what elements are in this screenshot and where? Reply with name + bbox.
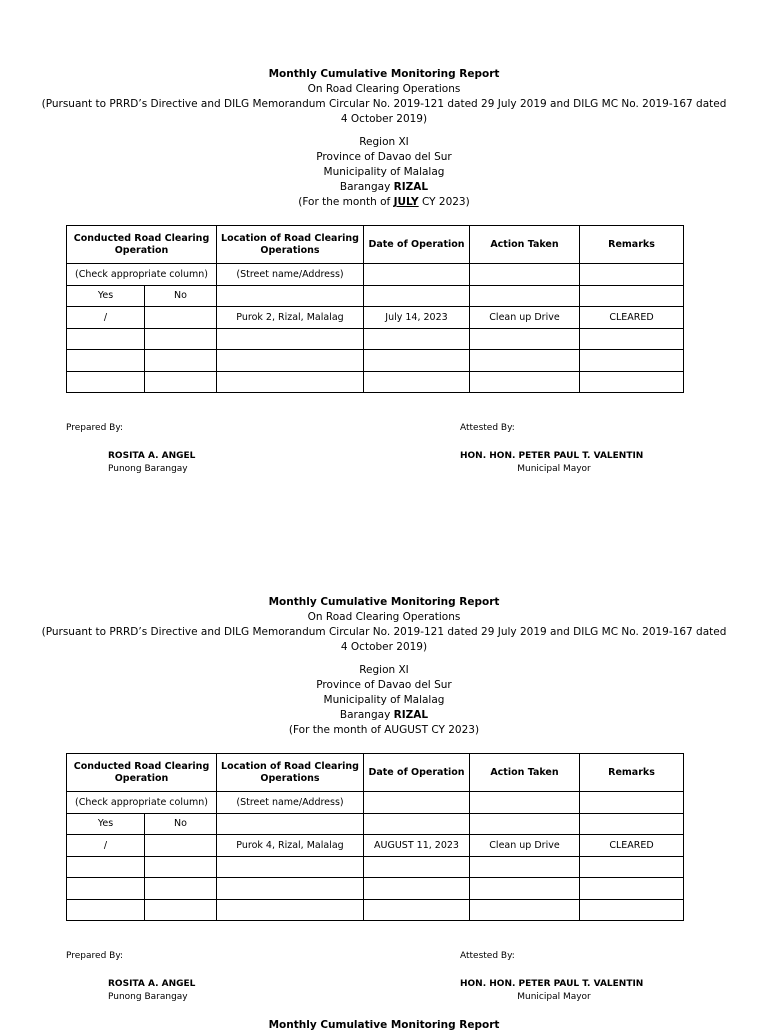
directive-line-1: (Pursuant to PRRD’s Directive and DILG Memorandum Circular No. 2019-121 dated 29 July 2019 and DILG MC No. 2019-167 dated bbox=[41, 626, 727, 638]
prepared-position: Punong Barangay bbox=[108, 464, 188, 474]
yes-label: Yes bbox=[67, 285, 145, 307]
directive-line-2: 4 October 2019) bbox=[340, 113, 428, 125]
header-conducted: Conducted Road Clearing Operation bbox=[67, 754, 217, 792]
report-header bbox=[0, 595, 768, 738]
prepared-by-label: Prepared By: bbox=[66, 423, 124, 433]
attested-by-block bbox=[460, 450, 648, 476]
table-header-row bbox=[67, 754, 684, 792]
table-row bbox=[67, 899, 684, 921]
table-row bbox=[67, 350, 684, 372]
month-line: (For the month of AUGUST CY 2023) bbox=[288, 724, 480, 736]
province: Province of Davao del Sur bbox=[316, 151, 452, 163]
check-note: (Check appropriate column) bbox=[67, 792, 217, 814]
municipality: Municipality of Malalag bbox=[323, 166, 445, 178]
yes-label: Yes bbox=[67, 813, 145, 835]
directive-line-2: 4 October 2019) bbox=[340, 641, 428, 653]
header-date: Date of Operation bbox=[364, 754, 470, 792]
attested-by-label: Attested By: bbox=[460, 951, 515, 961]
header-location: Location of Road Clearing Operations bbox=[217, 754, 364, 792]
province: Province of Davao del Sur bbox=[316, 679, 452, 691]
attested-name: HON. HON. PETER PAUL T. VALENTIN bbox=[460, 451, 644, 461]
attested-position: Municipal Mayor bbox=[517, 992, 591, 1002]
prepared-name: ROSITA A. ANGEL bbox=[108, 979, 196, 989]
header-location: Location of Road Clearing Operations bbox=[217, 226, 364, 264]
barangay-line: Barangay RIZAL bbox=[339, 709, 429, 721]
barangay-name: RIZAL bbox=[393, 181, 429, 193]
month-value: JULY bbox=[393, 196, 419, 208]
table-header-row bbox=[67, 226, 684, 264]
report-header bbox=[0, 67, 768, 210]
month-value: AUGUST bbox=[384, 724, 428, 736]
table-yesno-row bbox=[67, 813, 684, 835]
header-action: Action Taken bbox=[470, 226, 580, 264]
attested-by-label: Attested By: bbox=[460, 423, 515, 433]
next-report-title: Monthly Cumulative Monitoring Report bbox=[268, 1019, 500, 1031]
table-yesno-row bbox=[67, 285, 684, 307]
table-row: / Purok 2, Rizal, Malalag July 14, 2023 Clean up Drive CLEARED bbox=[67, 307, 684, 329]
municipality: Municipality of Malalag bbox=[323, 694, 445, 706]
header-action: Action Taken bbox=[470, 754, 580, 792]
table-row bbox=[67, 371, 684, 393]
barangay-line: Barangay RIZAL bbox=[339, 181, 429, 193]
report-title: Monthly Cumulative Monitoring Report bbox=[268, 68, 500, 80]
prepared-name: ROSITA A. ANGEL bbox=[108, 451, 196, 461]
directive-line-1: (Pursuant to PRRD’s Directive and DILG Memorandum Circular No. 2019-121 dated 29 July 2019 and DILG MC No. 2019-167 dated bbox=[41, 98, 727, 110]
barangay-name: RIZAL bbox=[393, 709, 429, 721]
month-line: (For the month of JULY CY 2023) bbox=[298, 196, 470, 208]
report-table bbox=[66, 225, 684, 393]
region: Region XI bbox=[359, 664, 409, 676]
no-label: No bbox=[145, 813, 217, 835]
header-remarks: Remarks bbox=[580, 754, 684, 792]
street-note: (Street name/Address) bbox=[217, 792, 364, 814]
attested-by-block bbox=[460, 978, 648, 1004]
report-subtitle: On Road Clearing Operations bbox=[307, 611, 461, 623]
prepared-by-block bbox=[108, 450, 195, 476]
report-table bbox=[66, 753, 684, 921]
report-title: Monthly Cumulative Monitoring Report bbox=[268, 596, 500, 608]
table-note-row bbox=[67, 264, 684, 286]
prepared-by-label: Prepared By: bbox=[66, 951, 124, 961]
street-note: (Street name/Address) bbox=[217, 264, 364, 286]
attested-name: HON. HON. PETER PAUL T. VALENTIN bbox=[460, 979, 644, 989]
report-subtitle: On Road Clearing Operations bbox=[307, 83, 461, 95]
header-conducted: Conducted Road Clearing Operation bbox=[67, 226, 217, 264]
check-note: (Check appropriate column) bbox=[67, 264, 217, 286]
table-row: / Purok 4, Rizal, Malalag AUGUST 11, 2023 Clean up Drive CLEARED bbox=[67, 835, 684, 857]
prepared-position: Punong Barangay bbox=[108, 992, 188, 1002]
table-row bbox=[67, 328, 684, 350]
header-remarks: Remarks bbox=[580, 226, 684, 264]
table-note-row bbox=[67, 792, 684, 814]
header-date: Date of Operation bbox=[364, 226, 470, 264]
prepared-by-block bbox=[108, 978, 195, 1004]
region: Region XI bbox=[359, 136, 409, 148]
no-label: No bbox=[145, 285, 217, 307]
attested-position: Municipal Mayor bbox=[517, 464, 591, 474]
table-row bbox=[67, 878, 684, 900]
table-row bbox=[67, 856, 684, 878]
